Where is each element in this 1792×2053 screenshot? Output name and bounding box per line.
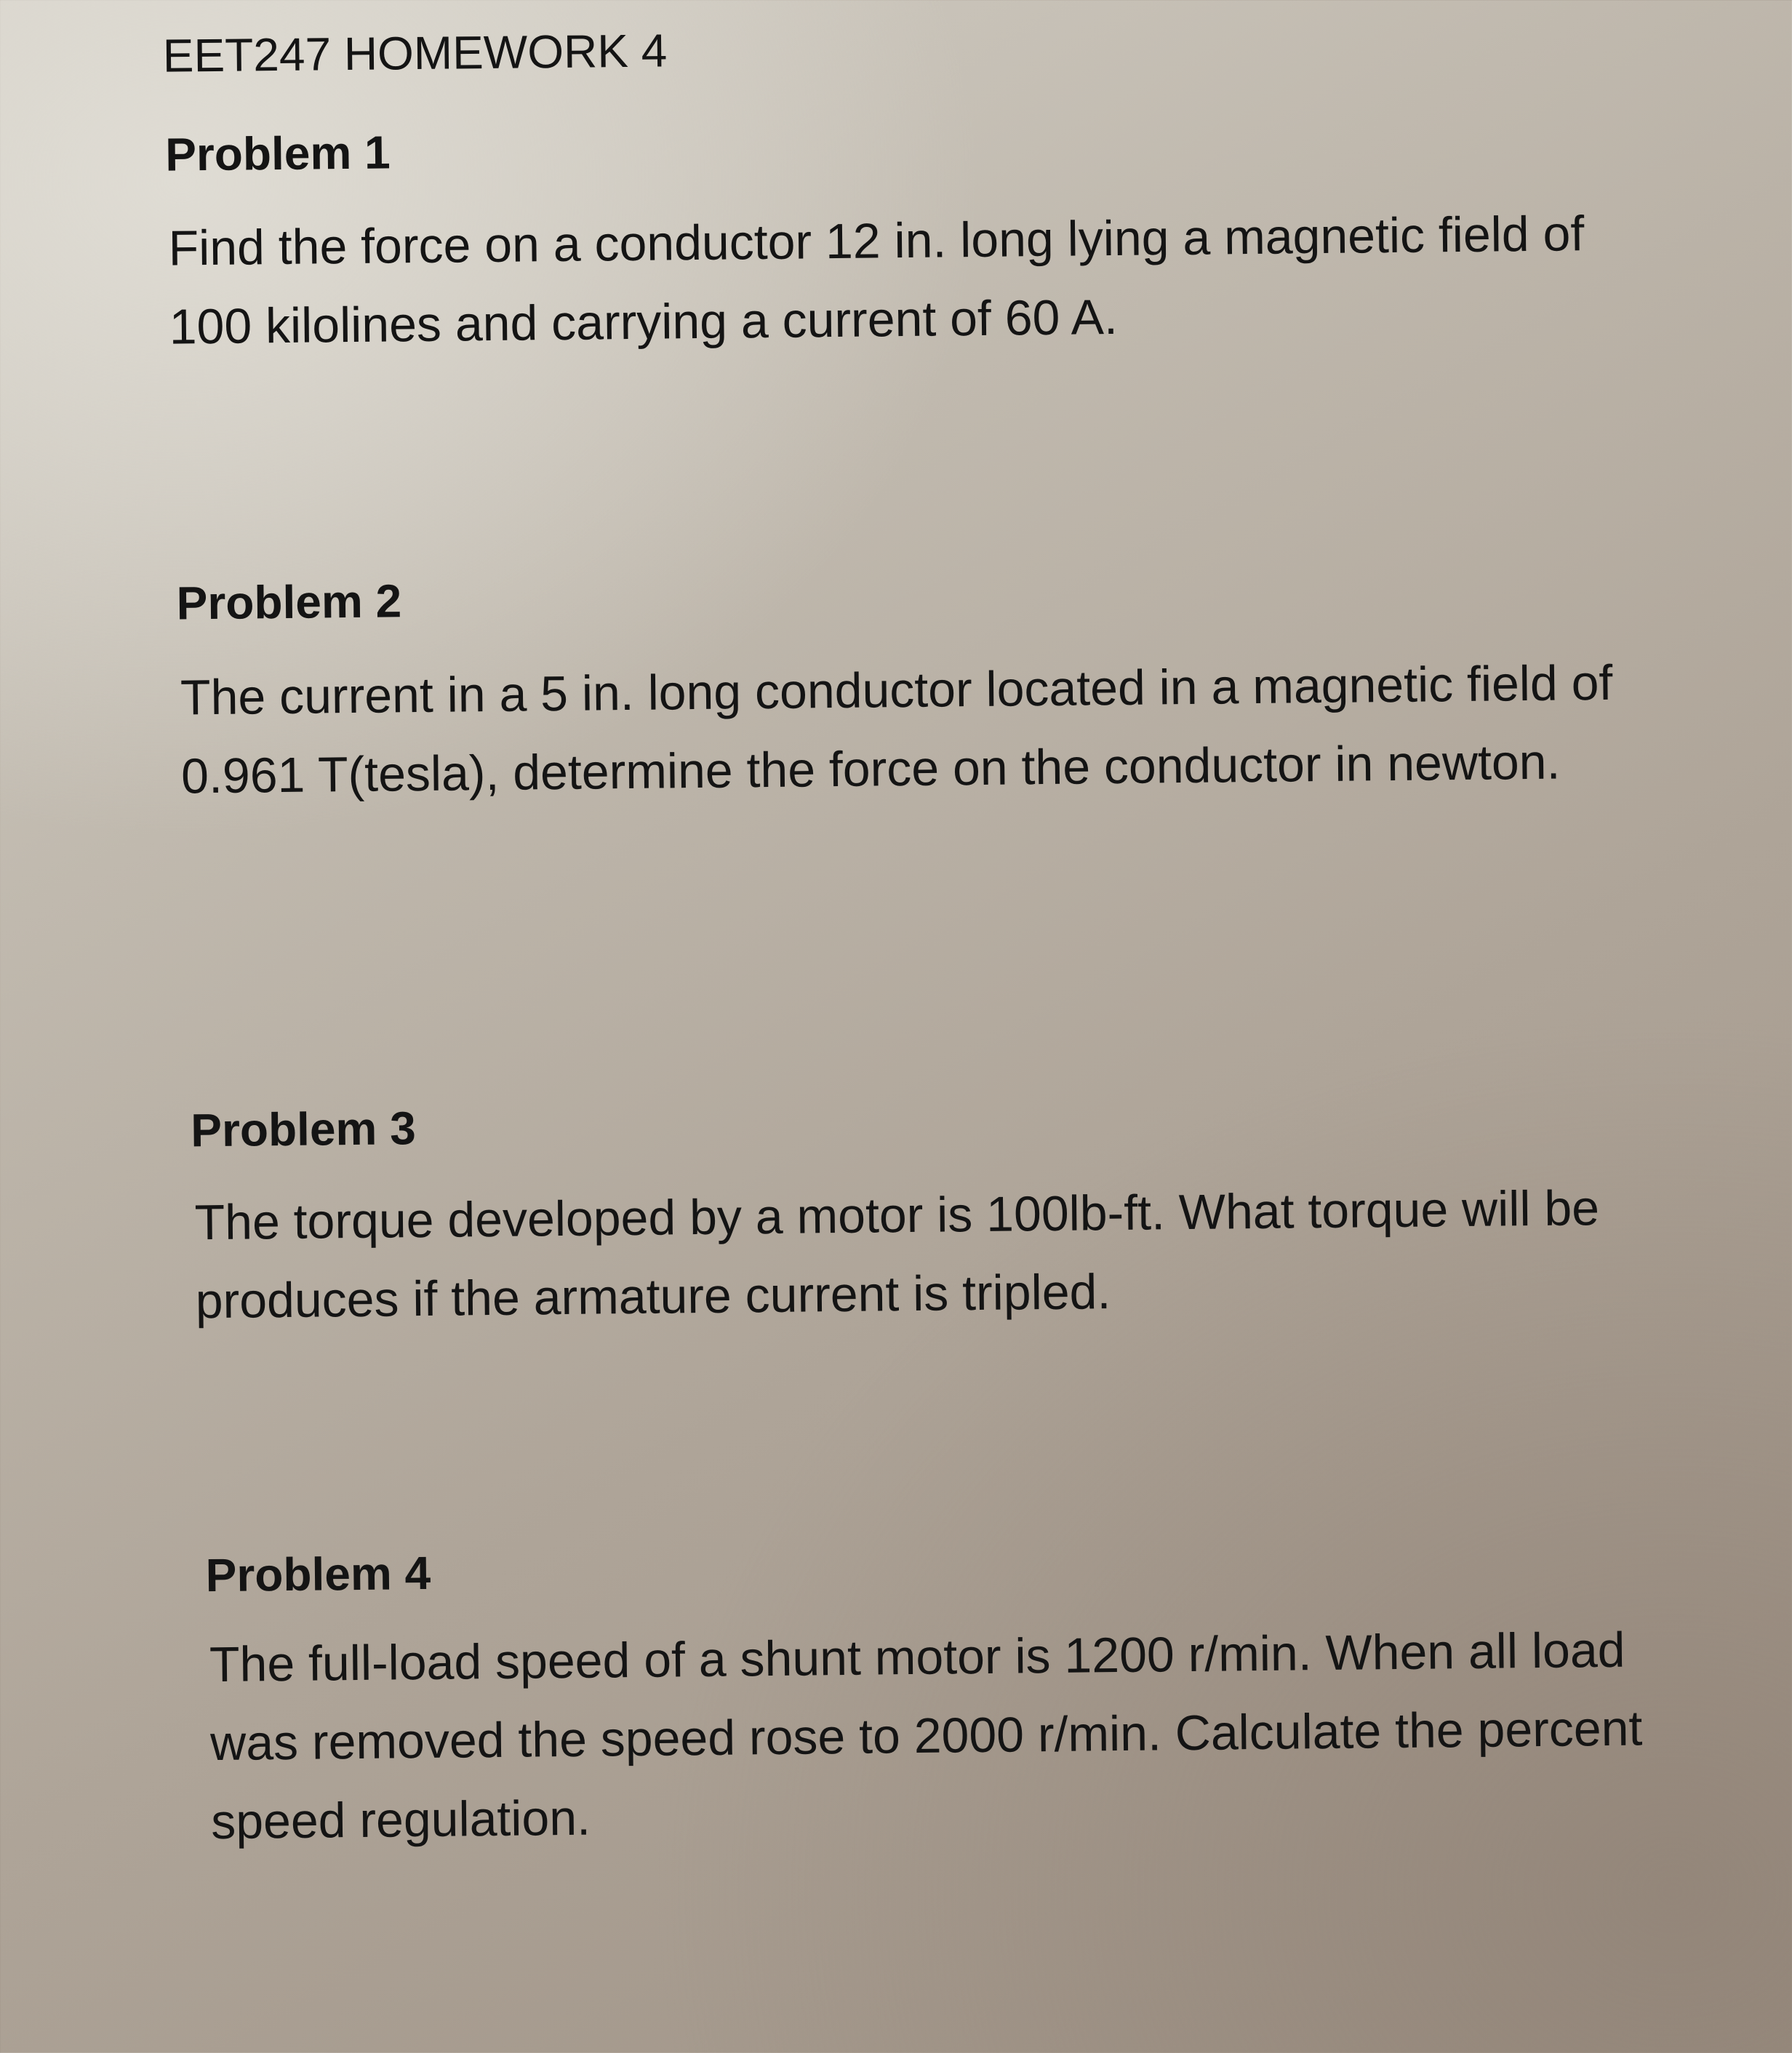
document-title: EET247 HOMEWORK 4 <box>162 24 668 82</box>
problem-text: Find the force on a conductor 12 in. long lying a magnetic field of 100 kilolines and carrying a current of 60 A. <box>168 206 1585 355</box>
problem-heading: Problem 3 <box>190 1102 417 1157</box>
problem-text: The current in a 5 in. long conductor located in a magnetic field of 0.961 T(tesla), determine the force on the conductor in newton. <box>180 655 1613 804</box>
problem-heading: Problem 1 <box>164 126 391 181</box>
problem-text: The torque developed by a motor is 100lb-ft. What torque will be produces if the armature current is tripled. <box>194 1180 1600 1329</box>
problem-heading: Problem 4 <box>205 1546 431 1602</box>
problem-text: The full-load speed of a shunt motor is 1200 r/min. When all load was removed the speed rose to 2000 r/min. Calculate the percent speed regulation. <box>209 1622 1643 1850</box>
problem-heading: Problem 2 <box>176 575 402 630</box>
